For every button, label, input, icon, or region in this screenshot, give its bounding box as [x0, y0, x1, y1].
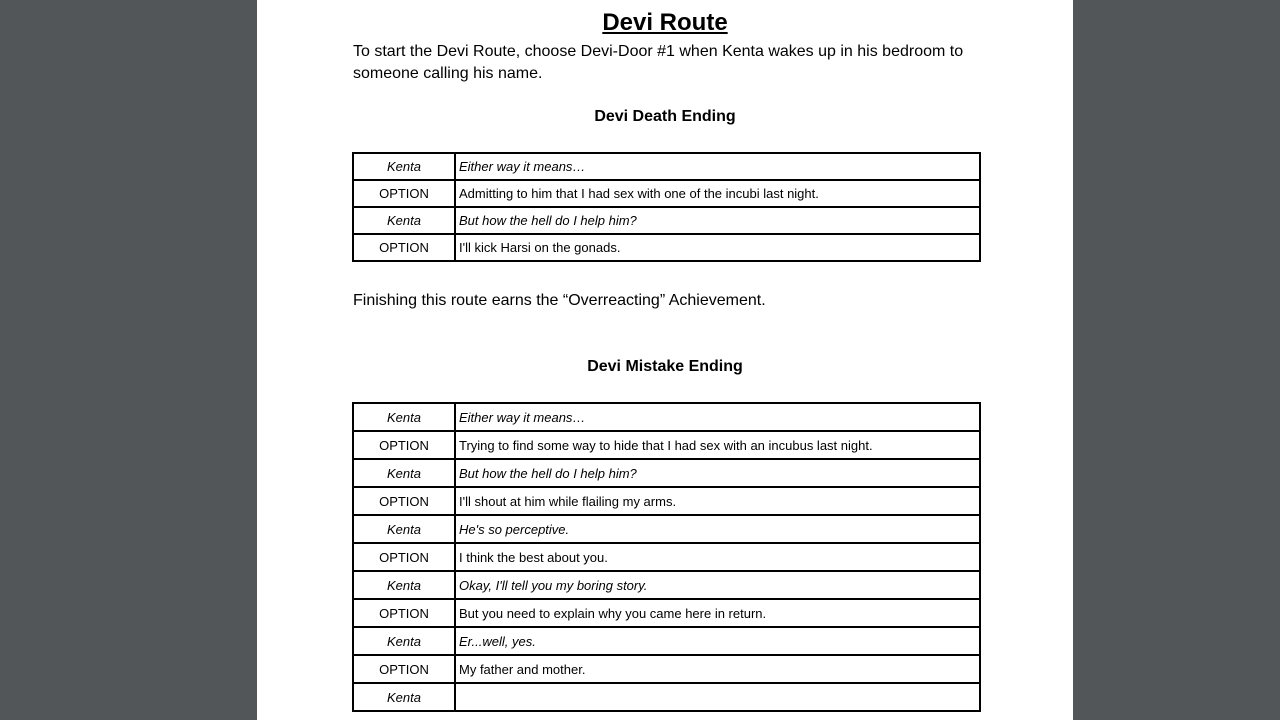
- option-label: OPTION: [353, 431, 455, 459]
- speaker-name: Kenta: [353, 515, 455, 543]
- achievement-note: Finishing this route earns the “Overreacting” Achievement.: [353, 292, 766, 309]
- speaker-name: Kenta: [353, 571, 455, 599]
- dialogue-line: Either way it means…: [455, 153, 980, 180]
- speaker-name: Kenta: [353, 403, 455, 431]
- option-label: OPTION: [353, 655, 455, 683]
- dialogue-table-death: [352, 152, 981, 262]
- table-row: [353, 515, 980, 543]
- table-row: [353, 234, 980, 261]
- option-label: OPTION: [353, 543, 455, 571]
- table-row: [353, 571, 980, 599]
- table-row: [353, 431, 980, 459]
- table-row: [353, 487, 980, 515]
- table-row: [353, 403, 980, 431]
- table-row: [353, 459, 980, 487]
- table-row: [353, 655, 980, 683]
- option-label: OPTION: [353, 234, 455, 261]
- speaker-name: Kenta: [353, 459, 455, 487]
- option-text: Admitting to him that I had sex with one of the incubi last night.: [455, 180, 980, 207]
- dialogue-line: Either way it means…: [455, 403, 980, 431]
- dialogue-line: But how the hell do I help him?: [455, 207, 980, 234]
- speaker-name: Kenta: [353, 683, 455, 711]
- dialogue-line: [455, 683, 980, 711]
- table-row: [353, 599, 980, 627]
- option-text: But you need to explain why you came here in return.: [455, 599, 980, 627]
- table-row: [353, 683, 980, 711]
- section-heading-death: Devi Death Ending: [594, 108, 736, 125]
- table-row: [353, 180, 980, 207]
- option-label: OPTION: [353, 180, 455, 207]
- speaker-name: Kenta: [353, 153, 455, 180]
- table-row: [353, 627, 980, 655]
- document-page: [257, 0, 1073, 720]
- dialogue-line: He's so perceptive.: [455, 515, 980, 543]
- intro-paragraph: To start the Devi Route, choose Devi-Door #1 when Kenta wakes up in his bedroom to someone calling his name.: [353, 43, 964, 82]
- option-text: I'll shout at him while flailing my arms.: [455, 487, 980, 515]
- speaker-name: Kenta: [353, 627, 455, 655]
- option-text: Trying to find some way to hide that I had sex with an incubus last night.: [455, 431, 980, 459]
- section-heading-mistake: Devi Mistake Ending: [587, 358, 743, 375]
- option-text: I'll kick Harsi on the gonads.: [455, 234, 980, 261]
- dialogue-line: Okay, I'll tell you my boring story.: [455, 571, 980, 599]
- option-text: I think the best about you.: [455, 543, 980, 571]
- page-title: Devi Route: [602, 9, 728, 36]
- dialogue-table-mistake: [352, 402, 981, 712]
- dialogue-line: But how the hell do I help him?: [455, 459, 980, 487]
- option-label: OPTION: [353, 487, 455, 515]
- dialogue-line: Er...well, yes.: [455, 627, 980, 655]
- table-row: [353, 207, 980, 234]
- option-label: OPTION: [353, 599, 455, 627]
- table-row: [353, 543, 980, 571]
- option-text: My father and mother.: [455, 655, 980, 683]
- speaker-name: Kenta: [353, 207, 455, 234]
- table-row: [353, 153, 980, 180]
